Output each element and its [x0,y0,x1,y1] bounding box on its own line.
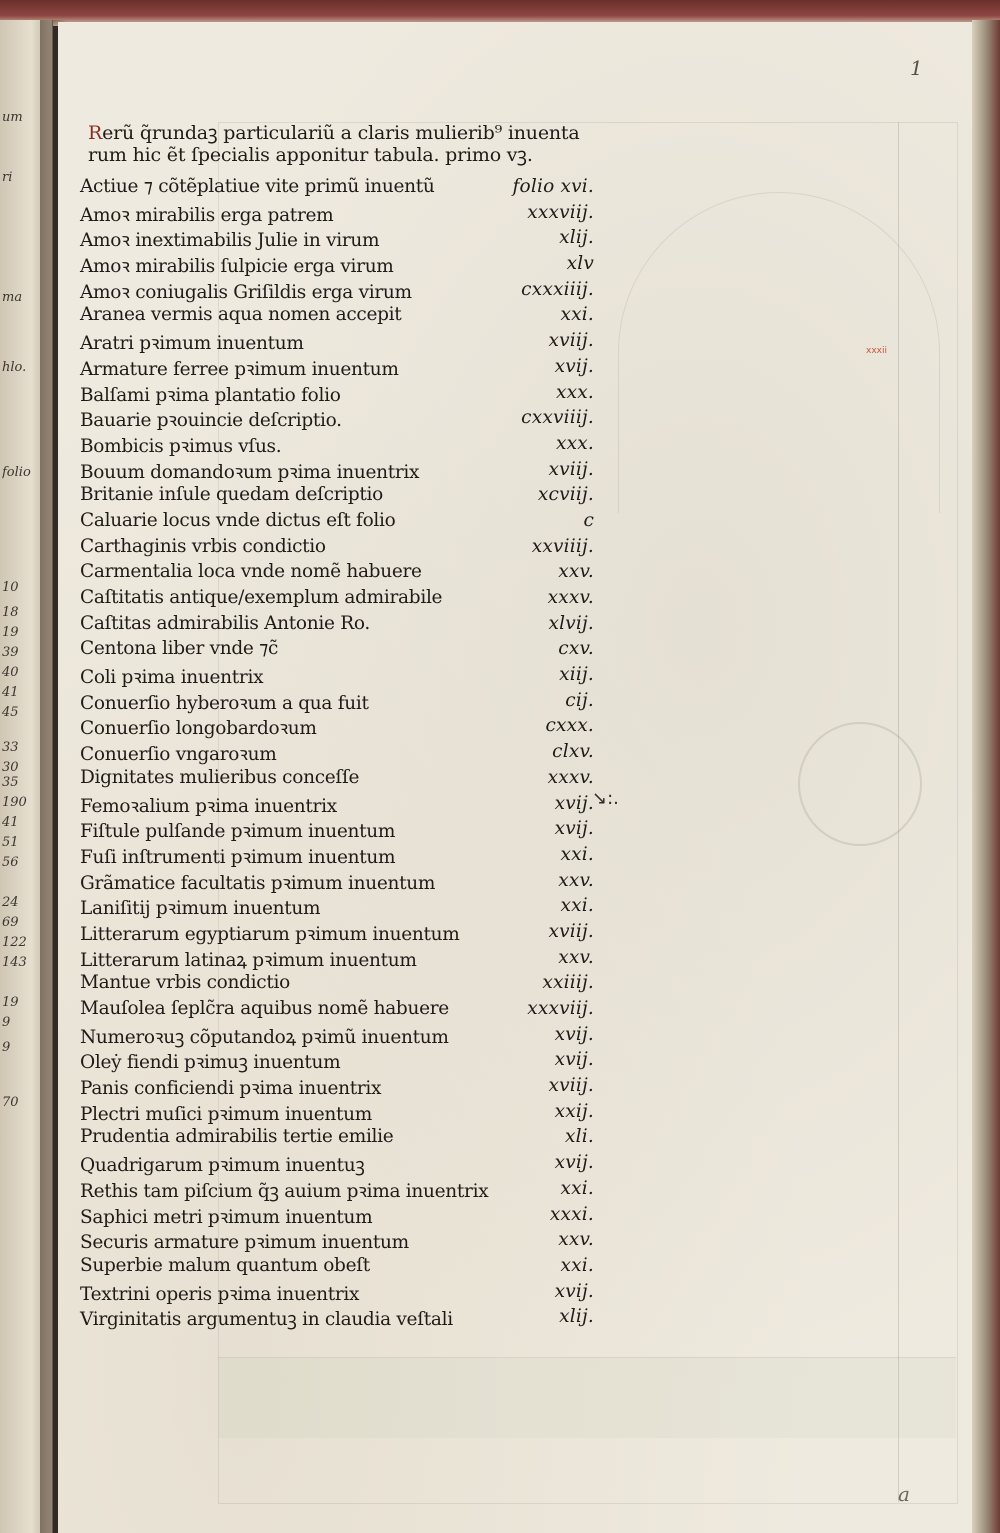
left-page-fragment: ri [2,170,13,185]
entry-folio-ref: xvij. [554,818,594,840]
left-page-fragment: 9 [2,1015,11,1030]
index-entry [80,482,600,508]
index-entry [80,1253,600,1279]
margin-note: xxxii [866,346,887,356]
entry-folio-ref: xxiiij. [542,972,594,994]
index-entry [80,1022,600,1048]
entry-label: Rethis tam piſcium q̃ꝫ auium pꝛima inuentrix [80,1180,489,1202]
entry-folio-ref: xxxviij. [527,998,594,1019]
left-page-fragment: 69 [2,915,19,930]
entry-folio-ref: xxxv. [547,766,594,788]
entry-label: Aratri pꝛimum inuentum [80,333,304,355]
index-entry [80,816,600,842]
entry-label: Femoꝛalium pꝛima inuentrix [80,795,337,817]
entry-label: Conuerſio longobardoꝛum [80,718,317,740]
entry-folio-ref: xxxviij. [527,201,594,223]
entry-folio-ref: xxi. [560,1177,594,1199]
left-page-fragment: um [2,110,23,125]
entry-folio-ref: xxxi. [549,1203,594,1225]
entry-folio-ref: xxv. [558,1229,594,1251]
entry-label: Balſami pꝛima plantatio folio [80,384,341,406]
entry-label: Caſtitatis antique/exemplum admirabile [80,587,443,608]
entry-folio-ref: xiij. [559,664,594,686]
index-entry [80,1227,600,1253]
index-entry [80,534,600,560]
index-entry [80,225,600,251]
entry-label: Amoꝛ mirabilis erga patrem [80,204,334,226]
left-page-fragment: 18 [2,605,19,620]
entry-label: Bouum domandoꝛum pꝛima inuentrix [80,461,420,483]
entry-folio-ref: xlij. [559,1306,594,1328]
folio-number: 1 [910,56,923,80]
index-entry [80,1099,600,1125]
index-entry [80,585,600,611]
entry-label: Amoꝛ mirabilis ſulpicie erga virum [80,256,394,278]
entry-folio-ref: xcviij. [537,484,594,506]
entry-folio-ref: cxxx. [545,715,594,737]
index-entry [80,945,600,971]
index-entries [80,174,600,1330]
entry-label: Grãmatice facultatis pꝛimum inuentum [80,872,436,894]
index-entry [80,380,600,406]
index-entry [80,1279,600,1305]
left-page-fragment: folio [2,465,31,480]
entry-label: Mantue vrbis condictio [80,972,290,994]
index-entry [80,328,600,354]
left-page-fragment: 9 [2,1040,11,1055]
entry-label: Securis armature pꝛimum inuentum [80,1232,409,1254]
entry-label: Carmentalia loca vnde nomẽ habuere [80,561,422,583]
index-entry [80,611,600,637]
entry-label: Bombicis pꝛimus vſus. [80,435,282,457]
show-through-band [218,1357,956,1438]
heading-initial: R [88,122,103,144]
left-page-fragment: ma [2,290,23,305]
entry-folio-ref: xxv. [558,561,594,583]
entry-folio-ref: cij. [565,689,594,711]
entry-folio-ref: xvij. [554,1049,594,1071]
index-entry [80,765,600,791]
left-page-fragment: 19 [2,995,19,1010]
heading-line-2: rum hic ẽt ſpecialis apponitur tabula. primo vꝫ. [88,144,533,166]
entry-label: Britanie inſule quedam deſcriptio [80,484,384,506]
entry-folio-ref: folio xvi. [512,176,594,197]
entry-label: Bauarie pꝛouincie deſcriptio. [80,410,342,432]
left-page-fragment: 19 [2,625,19,640]
entry-folio-ref: xlvij. [548,612,594,634]
entry-label: Conuerſio hyberoꝛum a qua fuit [80,692,369,714]
entry-label: Virginitatis argumentuꝫ in claudia veſtali [80,1309,453,1331]
index-entry [80,739,600,765]
index-entry [80,970,600,996]
entry-label: Amoꝛ coniugalis Griſildis erga virum [80,281,412,303]
entry-label: Carthaginis vrbis condictio [80,535,326,557]
entry-label: Centona liber vnde ⁊c̃ [80,638,279,660]
index-entry [80,405,600,431]
entry-folio-ref: xvij. [554,1023,594,1045]
index-entry [80,1124,600,1150]
entry-label: Prudentia admirabilis tertie emilie [80,1126,394,1148]
entry-folio-ref: xxij. [554,1100,594,1122]
entry-label: Quadrigarum pꝛimum inuentuꝫ [80,1155,365,1177]
right-page-edge [972,20,1000,1533]
index-entry [80,251,600,277]
index-entry [80,919,600,945]
entry-label: Litterarum latinaꝝ pꝛimum inuentum [80,949,417,971]
entry-folio-ref: xxxv. [547,587,594,608]
entry-folio-ref: xvij. [554,1152,594,1174]
entry-folio-ref: xlv [566,253,594,275]
entry-label: Fiſtule pulſande pꝛimum inuentum [80,821,396,843]
entry-folio-ref: xxi. [560,843,594,865]
index-entry [80,868,600,894]
entry-folio-ref: xxx. [556,432,594,454]
entry-label: Litterarum egyptiarum pꝛimum inuentum [80,923,460,945]
index-entry [80,559,600,585]
entry-label: Conuerſio vngaroꝛum [80,744,277,766]
index-entry [80,277,600,303]
entry-label: Actiue ⁊ cõtẽplatiue vite primũ inuentũ [80,176,435,197]
index-entry [80,636,600,662]
table-heading [88,122,648,166]
index-entry [80,174,600,200]
entry-folio-ref: xlij. [559,227,594,249]
left-page-fragment: 30 [2,760,19,775]
entry-folio-ref: xxv. [558,869,594,891]
entry-label: Coli pꝛima inuentrix [80,667,264,689]
left-page-fragment: 45 [2,705,19,720]
left-page-fragment: 122 [2,935,27,950]
index-entry [80,842,600,868]
index-entry [80,1202,600,1228]
index-entry [80,457,600,483]
index-entry [80,1150,600,1176]
left-page-fragment: hlo. [2,360,27,375]
entry-label: Panis conficiendi pꝛima inuentrix [80,1078,382,1100]
entry-label: Textrini operis pꝛima inuentrix [80,1283,360,1305]
entry-folio-ref: xviij. [548,458,594,480]
entry-label: Mauſolea ſeplc̃ra aquibus nomẽ habuere [80,998,449,1019]
entry-folio-ref: cxxxiiij. [521,278,594,300]
left-page-fragment: 40 [2,665,19,680]
entry-folio-ref: xviij. [548,1075,594,1097]
entry-label: Superbie malum quantum obeſt [80,1254,370,1276]
entry-label: Saphici metri pꝛimum inuentum [80,1206,373,1228]
heading-line-1-text: erũ q̃rundaꝫ particulariũ a claris mulierib⁹ inuenta [102,122,580,144]
index-entry [80,200,600,226]
index-entry [80,354,600,380]
entry-label: Plectri muſici pꝛimum inuentum [80,1103,373,1125]
index-entry [80,302,600,328]
left-page-fragment: 51 [2,835,19,850]
entry-folio-ref: xxviiij. [531,535,594,557]
left-page-fragment: 39 [2,645,19,660]
margin-mark: ↘:. [592,788,619,809]
entry-folio-ref: c [583,509,594,531]
entry-folio-ref: xxi. [560,304,594,326]
index-entry [80,893,600,919]
index-entry [80,1304,600,1330]
entry-label: Aranea vermis aqua nomen accepit [80,304,402,326]
entry-label: Fuſi inſtrumenti pꝛimum inuentum [80,846,396,868]
left-page-fragment: 41 [2,685,19,700]
entry-folio-ref: xxi. [560,1254,594,1276]
index-entry [80,996,600,1022]
entry-folio-ref: xxi. [560,895,594,917]
entry-folio-ref: cxv. [558,638,594,660]
entry-folio-ref: cxxviiij. [521,407,594,429]
index-entry [80,688,600,714]
index-entry [80,508,600,534]
index-entry [80,662,600,688]
entry-folio-ref: xvij. [554,792,594,814]
show-through-medallion [798,722,922,846]
entry-label: Numeroꝛuꝫ cõputandoꝝ pꝛimũ inuentum [80,1026,449,1048]
entry-label: Amoꝛ inextimabilis Julie in virum [80,230,380,252]
entry-folio-ref: clxv. [552,741,594,763]
index-entry [80,791,600,817]
left-page-fragment: 70 [2,1095,19,1110]
index-entry [80,1176,600,1202]
entry-label: Caſtitas admirabilis Antonie Ro. [80,612,370,634]
left-page-fragment: 35 [2,775,19,790]
index-entry [80,431,600,457]
entry-label: Oleẏ fiendi pꝛimuꝫ inuentum [80,1052,341,1074]
entry-folio-ref: xli. [565,1126,594,1148]
show-through-arch [618,192,940,513]
left-page-fragment: 190 [2,795,27,810]
left-page-fragment: 10 [2,580,19,595]
entry-folio-ref: xviij. [548,330,594,352]
left-page-fragment: 41 [2,815,19,830]
entry-label: Dignitates mulieribus conceſſe [80,766,360,788]
entry-folio-ref: xvij. [554,1280,594,1302]
entry-label: Caluarie locus vnde dictus eſt folio [80,509,396,531]
left-page-fragment: 24 [2,895,19,910]
entry-folio-ref: xviij. [548,920,594,942]
heading-line-1 [88,122,648,144]
entry-label: Laniſitij pꝛimum inuentum [80,898,321,920]
signature-mark: a [898,1482,910,1506]
entry-folio-ref: xxv. [558,946,594,968]
left-page-fragment: 33 [2,740,19,755]
index-entry [80,1073,600,1099]
left-page-fragment: 143 [2,955,27,970]
entry-folio-ref: xxx. [556,381,594,403]
left-page-fragment: 56 [2,855,19,870]
entry-folio-ref: xvij. [554,355,594,377]
index-entry [80,1047,600,1073]
entry-label: Armature ferree pꝛimum inuentum [80,358,399,380]
index-entry [80,713,600,739]
